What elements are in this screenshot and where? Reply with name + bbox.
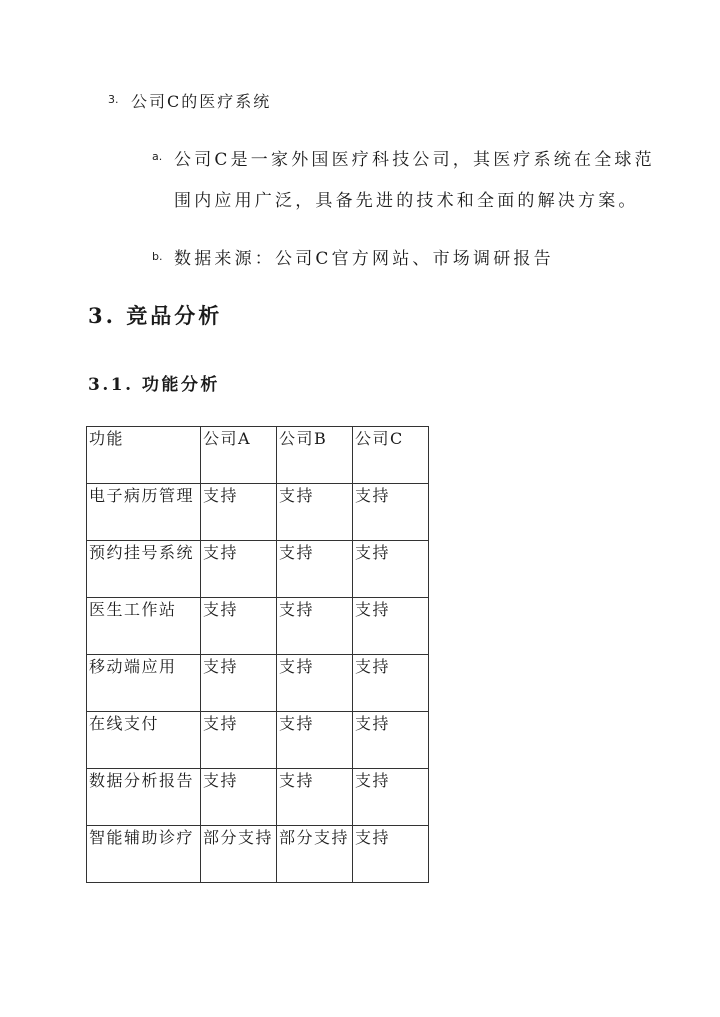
support-cell bbox=[353, 484, 429, 541]
feature-name-cell bbox=[87, 541, 201, 598]
support-status: 支持 bbox=[355, 600, 391, 619]
support-cell bbox=[353, 655, 429, 712]
table-row bbox=[87, 541, 429, 598]
sub-item-a-letter: a. bbox=[152, 150, 163, 163]
support-status: 支持 bbox=[279, 657, 315, 676]
support-cell bbox=[201, 826, 277, 883]
feature-comparison-table bbox=[86, 426, 429, 883]
support-status: 支持 bbox=[203, 771, 239, 790]
table-row bbox=[87, 826, 429, 883]
support-cell bbox=[277, 484, 353, 541]
feature-name-cell bbox=[87, 712, 201, 769]
support-cell bbox=[201, 484, 277, 541]
table-body bbox=[87, 427, 429, 883]
sub-item-b-letter: b. bbox=[152, 250, 163, 263]
support-cell bbox=[277, 769, 353, 826]
header-cell-company-b bbox=[277, 427, 353, 484]
header-label: 功能 bbox=[89, 429, 125, 448]
feature-name-cell bbox=[87, 484, 201, 541]
support-cell bbox=[353, 826, 429, 883]
feature-name: 电子病历管理 bbox=[89, 486, 195, 505]
support-status: 支持 bbox=[355, 543, 391, 562]
support-cell bbox=[277, 598, 353, 655]
support-cell bbox=[201, 655, 277, 712]
support-cell bbox=[277, 655, 353, 712]
feature-name: 数据分析报告 bbox=[89, 771, 195, 790]
feature-name-cell bbox=[87, 769, 201, 826]
support-status: 支持 bbox=[279, 771, 315, 790]
support-status: 支持 bbox=[355, 714, 391, 733]
section-heading: 3. 竞品分析 bbox=[88, 303, 223, 328]
support-status: 支持 bbox=[279, 714, 315, 733]
list-number: 3. bbox=[108, 93, 119, 106]
support-status: 支持 bbox=[279, 543, 315, 562]
table-row bbox=[87, 598, 429, 655]
support-status: 部分支持 bbox=[203, 828, 274, 847]
feature-name: 移动端应用 bbox=[89, 657, 177, 676]
table-header-row bbox=[87, 427, 429, 484]
feature-name-cell bbox=[87, 655, 201, 712]
support-status: 支持 bbox=[355, 828, 391, 847]
sub-item-b-line-1: 数据来源：公司C官方网站、市场调研报告 bbox=[174, 249, 554, 269]
support-status: 支持 bbox=[203, 543, 239, 562]
list-item-title: 公司C的医疗系统 bbox=[131, 92, 272, 111]
support-cell bbox=[201, 598, 277, 655]
header-cell-company-c bbox=[353, 427, 429, 484]
support-cell bbox=[277, 712, 353, 769]
support-status: 支持 bbox=[355, 657, 391, 676]
feature-name-cell bbox=[87, 598, 201, 655]
header-label: 公司C bbox=[355, 429, 404, 448]
support-cell bbox=[201, 541, 277, 598]
header-cell-company-a bbox=[201, 427, 277, 484]
support-status: 支持 bbox=[355, 771, 391, 790]
table-row bbox=[87, 655, 429, 712]
table-row bbox=[87, 712, 429, 769]
header-label: 公司A bbox=[203, 429, 252, 448]
support-cell bbox=[277, 826, 353, 883]
sub-item-a-line-2: 围内应用广泛，具备先进的技术和全面的解决方案。 bbox=[174, 191, 639, 211]
support-cell bbox=[277, 541, 353, 598]
feature-name: 医生工作站 bbox=[89, 600, 177, 619]
support-status: 部分支持 bbox=[279, 828, 350, 847]
sub-item-a-line-1: 公司C是一家外国医疗科技公司，其医疗系统在全球范 bbox=[174, 150, 655, 170]
support-status: 支持 bbox=[355, 486, 391, 505]
support-status: 支持 bbox=[279, 600, 315, 619]
header-cell-feature bbox=[87, 427, 201, 484]
support-cell bbox=[353, 712, 429, 769]
support-status: 支持 bbox=[203, 657, 239, 676]
support-status: 支持 bbox=[279, 486, 315, 505]
support-cell bbox=[353, 598, 429, 655]
support-cell bbox=[201, 712, 277, 769]
header-label: 公司B bbox=[279, 429, 328, 448]
table-row bbox=[87, 769, 429, 826]
support-status: 支持 bbox=[203, 486, 239, 505]
feature-name: 在线支付 bbox=[89, 714, 160, 733]
support-cell bbox=[201, 769, 277, 826]
support-cell bbox=[353, 769, 429, 826]
support-cell bbox=[353, 541, 429, 598]
subsection-heading: 3.1. 功能分析 bbox=[88, 375, 220, 395]
table-row bbox=[87, 484, 429, 541]
support-status: 支持 bbox=[203, 600, 239, 619]
feature-name: 预约挂号系统 bbox=[89, 543, 195, 562]
support-status: 支持 bbox=[203, 714, 239, 733]
feature-name-cell bbox=[87, 826, 201, 883]
feature-name: 智能辅助诊疗 bbox=[89, 828, 195, 847]
